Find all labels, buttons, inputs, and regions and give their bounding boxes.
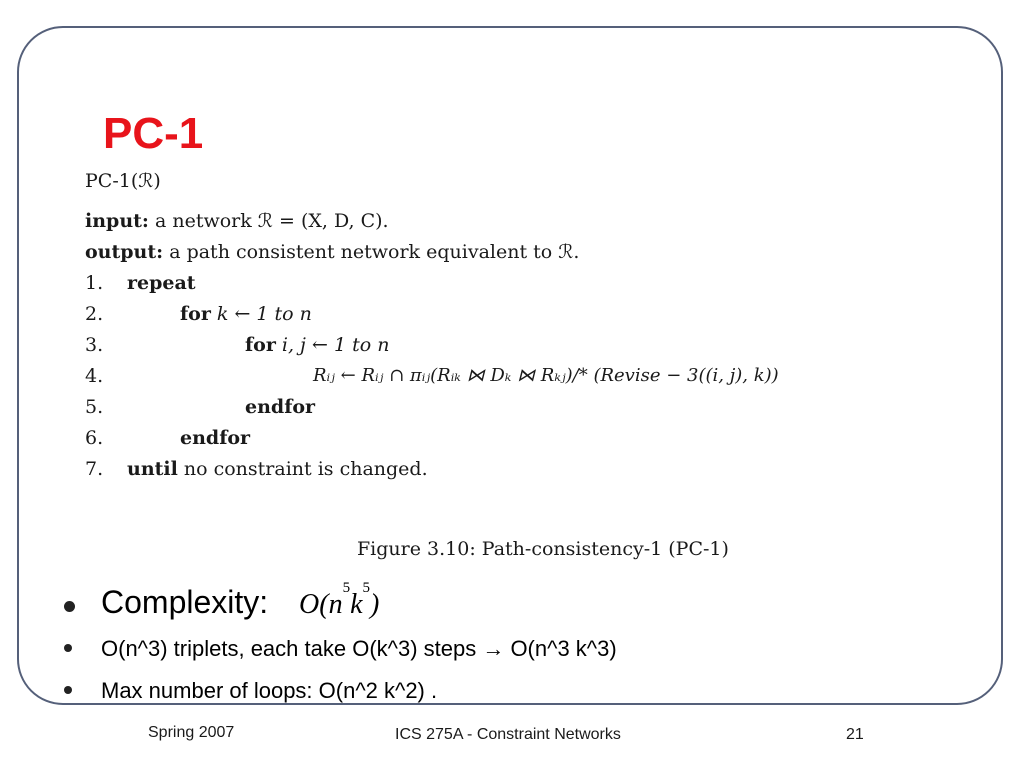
algorithm-input xyxy=(85,210,389,232)
bullet-loops: Max number of loops: O(n^2 k^2) . xyxy=(101,678,438,703)
bullet-complexity: Complexity: $O(n^5k^5)$ xyxy=(101,580,380,620)
algorithm-header: PC-1(ℛ) xyxy=(85,170,161,192)
footer-date: Spring 2007 xyxy=(148,724,235,741)
slide-title: PC-1 xyxy=(103,109,204,158)
figure-caption: Figure 3.10: Path-consistency-1 (PC-1) xyxy=(357,538,729,560)
bullet-dot xyxy=(64,686,72,694)
output-text: a path consistent network equivalent to ℛ. xyxy=(169,241,580,263)
bullet-dot xyxy=(64,601,75,612)
input-text: a network ℛ = (X, D, C). xyxy=(154,210,389,232)
output-label: output: xyxy=(85,241,164,263)
input-label: input: xyxy=(85,210,149,232)
algorithm-output xyxy=(85,241,579,263)
footer-page-number: 21 xyxy=(846,726,864,743)
bullet-triplets: O(n^3) triplets, each take O(k^3) steps → O(n^3 k^3) xyxy=(101,636,617,661)
complexity-formula: $O(n^5k^5)$ xyxy=(299,580,380,620)
bullet-dot xyxy=(64,644,72,652)
footer-course: ICS 275A - Constraint Networks xyxy=(395,726,621,743)
